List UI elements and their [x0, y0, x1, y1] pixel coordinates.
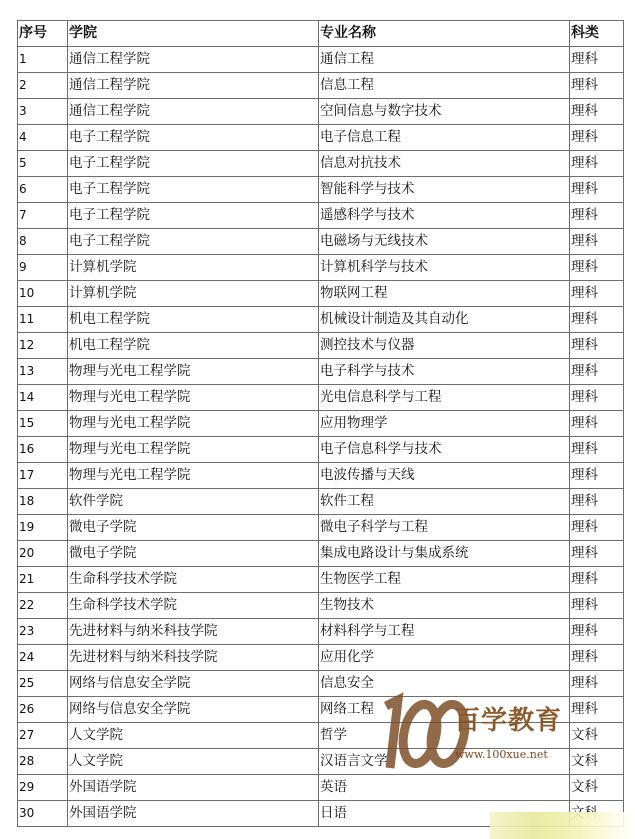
cell-college: 生命科学技术学院	[68, 593, 319, 619]
cell-index: 7	[18, 203, 68, 229]
cell-category: 理科	[570, 281, 624, 307]
cell-college: 计算机学院	[68, 255, 319, 281]
cell-index: 5	[18, 151, 68, 177]
cell-college: 通信工程学院	[68, 99, 319, 125]
cell-category: 理科	[570, 203, 624, 229]
cell-category: 理科	[570, 177, 624, 203]
cell-index: 2	[18, 73, 68, 99]
table-row	[18, 593, 624, 619]
cell-index: 17	[18, 463, 68, 489]
cell-major: 微电子科学与工程	[319, 515, 570, 541]
cell-index: 26	[18, 697, 68, 723]
table-row	[18, 541, 624, 567]
cell-index: 12	[18, 333, 68, 359]
header-college: 学院	[68, 21, 319, 47]
cell-category: 理科	[570, 515, 624, 541]
cell-category: 理科	[570, 411, 624, 437]
table-row	[18, 333, 624, 359]
cell-major: 电波传播与天线	[319, 463, 570, 489]
table-row	[18, 489, 624, 515]
header-category: 科类	[570, 21, 624, 47]
cell-college: 软件学院	[68, 489, 319, 515]
cell-index: 8	[18, 229, 68, 255]
cell-category: 文科	[570, 723, 624, 749]
cell-major: 哲学	[319, 723, 570, 749]
cell-category: 理科	[570, 333, 624, 359]
cell-major: 通信工程	[319, 47, 570, 73]
cell-college: 人文学院	[68, 749, 319, 775]
cell-major: 生物技术	[319, 593, 570, 619]
table-row	[18, 255, 624, 281]
cell-college: 物理与光电工程学院	[68, 411, 319, 437]
cell-major: 信息工程	[319, 73, 570, 99]
table-row	[18, 567, 624, 593]
cell-category: 理科	[570, 463, 624, 489]
cell-major: 光电信息科学与工程	[319, 385, 570, 411]
cell-major: 电磁场与无线技术	[319, 229, 570, 255]
cell-college: 微电子学院	[68, 541, 319, 567]
cell-college: 外国语学院	[68, 775, 319, 801]
cell-college: 电子工程学院	[68, 125, 319, 151]
cell-major: 网络工程	[319, 697, 570, 723]
cell-index: 14	[18, 385, 68, 411]
table-row	[18, 645, 624, 671]
cell-college: 计算机学院	[68, 281, 319, 307]
cell-college: 机电工程学院	[68, 307, 319, 333]
cell-index: 25	[18, 671, 68, 697]
cell-index: 6	[18, 177, 68, 203]
cell-category: 理科	[570, 47, 624, 73]
table-row	[18, 619, 624, 645]
cell-major: 电子科学与技术	[319, 359, 570, 385]
cell-category: 理科	[570, 125, 624, 151]
table-row	[18, 151, 624, 177]
cell-index: 9	[18, 255, 68, 281]
cell-college: 通信工程学院	[68, 47, 319, 73]
cell-index: 22	[18, 593, 68, 619]
cell-major: 电子信息工程	[319, 125, 570, 151]
cell-index: 16	[18, 437, 68, 463]
cell-college: 物理与光电工程学院	[68, 385, 319, 411]
cell-major: 日语	[319, 801, 570, 827]
cell-category: 理科	[570, 359, 624, 385]
cell-index: 1	[18, 47, 68, 73]
cell-category: 理科	[570, 229, 624, 255]
cell-major: 空间信息与数字技术	[319, 99, 570, 125]
cell-category: 理科	[570, 619, 624, 645]
cell-index: 30	[18, 801, 68, 827]
cell-college: 先进材料与纳米科技学院	[68, 645, 319, 671]
cell-category: 理科	[570, 593, 624, 619]
cell-index: 20	[18, 541, 68, 567]
cell-index: 24	[18, 645, 68, 671]
cell-college: 人文学院	[68, 723, 319, 749]
cell-major: 软件工程	[319, 489, 570, 515]
cell-index: 29	[18, 775, 68, 801]
cell-category: 文科	[570, 749, 624, 775]
table-row	[18, 47, 624, 73]
cell-college: 机电工程学院	[68, 333, 319, 359]
header-index: 序号	[18, 21, 68, 47]
cell-index: 23	[18, 619, 68, 645]
cell-index: 28	[18, 749, 68, 775]
table-row	[18, 281, 624, 307]
watermark-url: www.100xue.net	[455, 748, 548, 761]
cell-major: 测控技术与仪器	[319, 333, 570, 359]
table-row	[18, 203, 624, 229]
cell-index: 3	[18, 99, 68, 125]
cell-category: 理科	[570, 151, 624, 177]
cell-major: 智能科学与技术	[319, 177, 570, 203]
header-major: 专业名称	[319, 21, 570, 47]
cell-college: 物理与光电工程学院	[68, 437, 319, 463]
cell-college: 物理与光电工程学院	[68, 359, 319, 385]
cell-index: 27	[18, 723, 68, 749]
cell-category: 理科	[570, 697, 624, 723]
cell-college: 电子工程学院	[68, 151, 319, 177]
cell-major: 机械设计制造及其自动化	[319, 307, 570, 333]
cell-college: 生命科学技术学院	[68, 567, 319, 593]
cell-index: 19	[18, 515, 68, 541]
cell-index: 11	[18, 307, 68, 333]
cell-major: 生物医学工程	[319, 567, 570, 593]
table-row	[18, 515, 624, 541]
cell-category: 文科	[570, 775, 624, 801]
table-row	[18, 437, 624, 463]
cell-college: 微电子学院	[68, 515, 319, 541]
cell-major: 汉语言文学	[319, 749, 570, 775]
cell-major: 英语	[319, 775, 570, 801]
cell-college: 先进材料与纳米科技学院	[68, 619, 319, 645]
cell-major: 集成电路设计与集成系统	[319, 541, 570, 567]
cell-index: 18	[18, 489, 68, 515]
cell-category: 理科	[570, 437, 624, 463]
cell-index: 15	[18, 411, 68, 437]
cell-category: 理科	[570, 541, 624, 567]
cell-college: 电子工程学院	[68, 229, 319, 255]
cell-category: 理科	[570, 385, 624, 411]
table-row	[18, 359, 624, 385]
cell-category: 理科	[570, 99, 624, 125]
table-row	[18, 463, 624, 489]
cell-college: 物理与光电工程学院	[68, 463, 319, 489]
cell-major: 材料科学与工程	[319, 619, 570, 645]
cell-college: 电子工程学院	[68, 177, 319, 203]
table-row	[18, 125, 624, 151]
watermark-brand: 百学教育	[454, 706, 563, 736]
table-header-row	[18, 21, 624, 47]
cell-major: 计算机科学与技术	[319, 255, 570, 281]
cell-college: 电子工程学院	[68, 203, 319, 229]
cell-college: 通信工程学院	[68, 73, 319, 99]
table-row	[18, 385, 624, 411]
table-row	[18, 307, 624, 333]
blurred-strip	[490, 812, 635, 839]
cell-major: 遥感科学与技术	[319, 203, 570, 229]
cell-major: 电子信息科学与技术	[319, 437, 570, 463]
cell-index: 10	[18, 281, 68, 307]
cell-major: 应用物理学	[319, 411, 570, 437]
table-row	[18, 177, 624, 203]
cell-major: 信息对抗技术	[319, 151, 570, 177]
table-row	[18, 229, 624, 255]
cell-category: 理科	[570, 73, 624, 99]
cell-major: 物联网工程	[319, 281, 570, 307]
cell-index: 4	[18, 125, 68, 151]
cell-college: 网络与信息安全学院	[68, 697, 319, 723]
table-row	[18, 411, 624, 437]
cell-college: 网络与信息安全学院	[68, 671, 319, 697]
table-row	[18, 99, 624, 125]
cell-category: 理科	[570, 645, 624, 671]
cell-category: 理科	[570, 489, 624, 515]
table-row	[18, 73, 624, 99]
cell-category: 理科	[570, 255, 624, 281]
cell-category: 理科	[570, 307, 624, 333]
cell-major: 应用化学	[319, 645, 570, 671]
cell-category: 理科	[570, 567, 624, 593]
cell-index: 13	[18, 359, 68, 385]
cell-college: 外国语学院	[68, 801, 319, 827]
cell-category: 理科	[570, 671, 624, 697]
cell-index: 21	[18, 567, 68, 593]
cell-major: 信息安全	[319, 671, 570, 697]
